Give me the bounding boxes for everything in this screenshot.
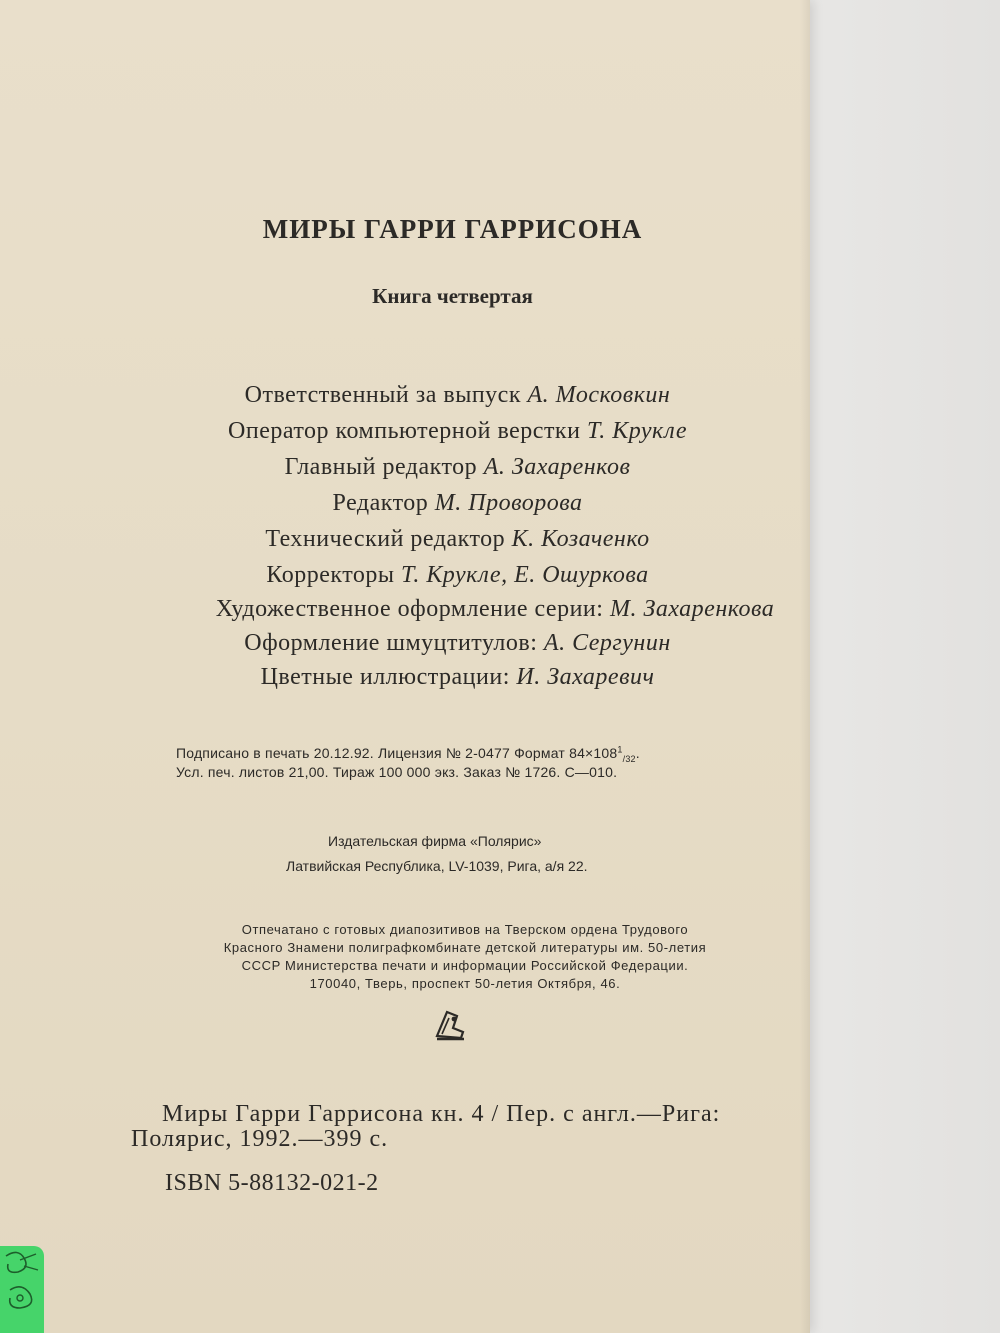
credit-line — [0, 664, 915, 691]
publisher-address: Латвийская Республика, LV-1039, Рига, а/я 22. — [286, 858, 588, 874]
printer-line: 170040, Тверь, проспект 50-летия Октября, 46. — [309, 976, 621, 991]
credit-role: Корректоры — [266, 562, 395, 588]
credit-name: М. Захаренкова — [609, 596, 775, 622]
credit-name: К. Козаченко — [511, 526, 650, 552]
credit-role: Редактор — [332, 490, 429, 516]
credit-role: Технический редактор — [265, 526, 506, 552]
credit-line — [0, 490, 915, 517]
page-edge-shadow — [800, 0, 810, 1333]
imprint-line-1-text: Подписано в печать 20.12.92. Лицензия № 2-0477 Формат 84×108 — [176, 745, 618, 761]
credit-name: М. Проворова — [434, 490, 583, 516]
format-sub: /32 — [622, 753, 636, 764]
credit-line — [0, 562, 915, 589]
credit-name: А. Московкин — [527, 382, 671, 408]
credit-role: Оператор компьютерной верстки — [228, 418, 581, 444]
credit-name: А. Сергунин — [543, 630, 671, 656]
credit-name: И. Захаревич — [516, 664, 655, 690]
credit-line — [0, 526, 915, 553]
book-subtitle: Книга четвертая — [372, 284, 533, 308]
credit-line — [0, 454, 915, 481]
credit-role: Оформление шмуцтитулов: — [244, 630, 538, 656]
credit-role: Цветные иллюстрации: — [260, 664, 510, 690]
credit-name: Т. Крукле — [586, 418, 687, 444]
catalog-line-2: Полярис, 1992.—399 с. — [131, 1126, 389, 1152]
printer-line: СССР Министерства печати и информации Российской Федерации. — [241, 958, 689, 973]
credit-line — [0, 382, 915, 409]
credit-line — [0, 596, 990, 623]
imprint-line-1 — [176, 744, 640, 764]
isbn: ISBN 5-88132-021-2 — [165, 1170, 379, 1196]
publisher-name: Издательская фирма «Полярис» — [328, 833, 542, 849]
credit-role: Художественное оформление серии: — [215, 596, 604, 622]
credit-name: Т. Крукле, Е. Ошуркова — [401, 562, 649, 588]
green-sticker — [0, 1246, 44, 1333]
printer-logo-icon — [433, 1006, 467, 1042]
credit-role: Главный редактор — [284, 454, 478, 480]
format-sup: 1 — [617, 744, 623, 755]
credit-line — [0, 630, 915, 657]
imprint-line-2: Усл. печ. листов 21,00. Тираж 100 000 экз. Заказ № 1726. С—010. — [176, 764, 618, 780]
series-title: МИРЫ ГАРРИ ГАРРИСОНА — [262, 214, 643, 244]
credit-name: А. Захаренков — [483, 454, 631, 480]
flower-doodle-icon — [0, 1246, 44, 1333]
credit-line — [0, 418, 915, 445]
printer-line: Красного Знамени полиграфкомбинате детской литературы им. 50-летия — [223, 940, 707, 955]
credit-role: Ответственный за выпуск — [244, 382, 521, 408]
catalog-line-1: Миры Гарри Гаррисона кн. 4 / Пер. с англ.—Рига: — [162, 1101, 721, 1127]
printer-line: Отпечатано с готовых диапозитивов на Тверском ордена Трудового — [241, 922, 689, 937]
imprint-line-1-end: . — [635, 745, 640, 761]
